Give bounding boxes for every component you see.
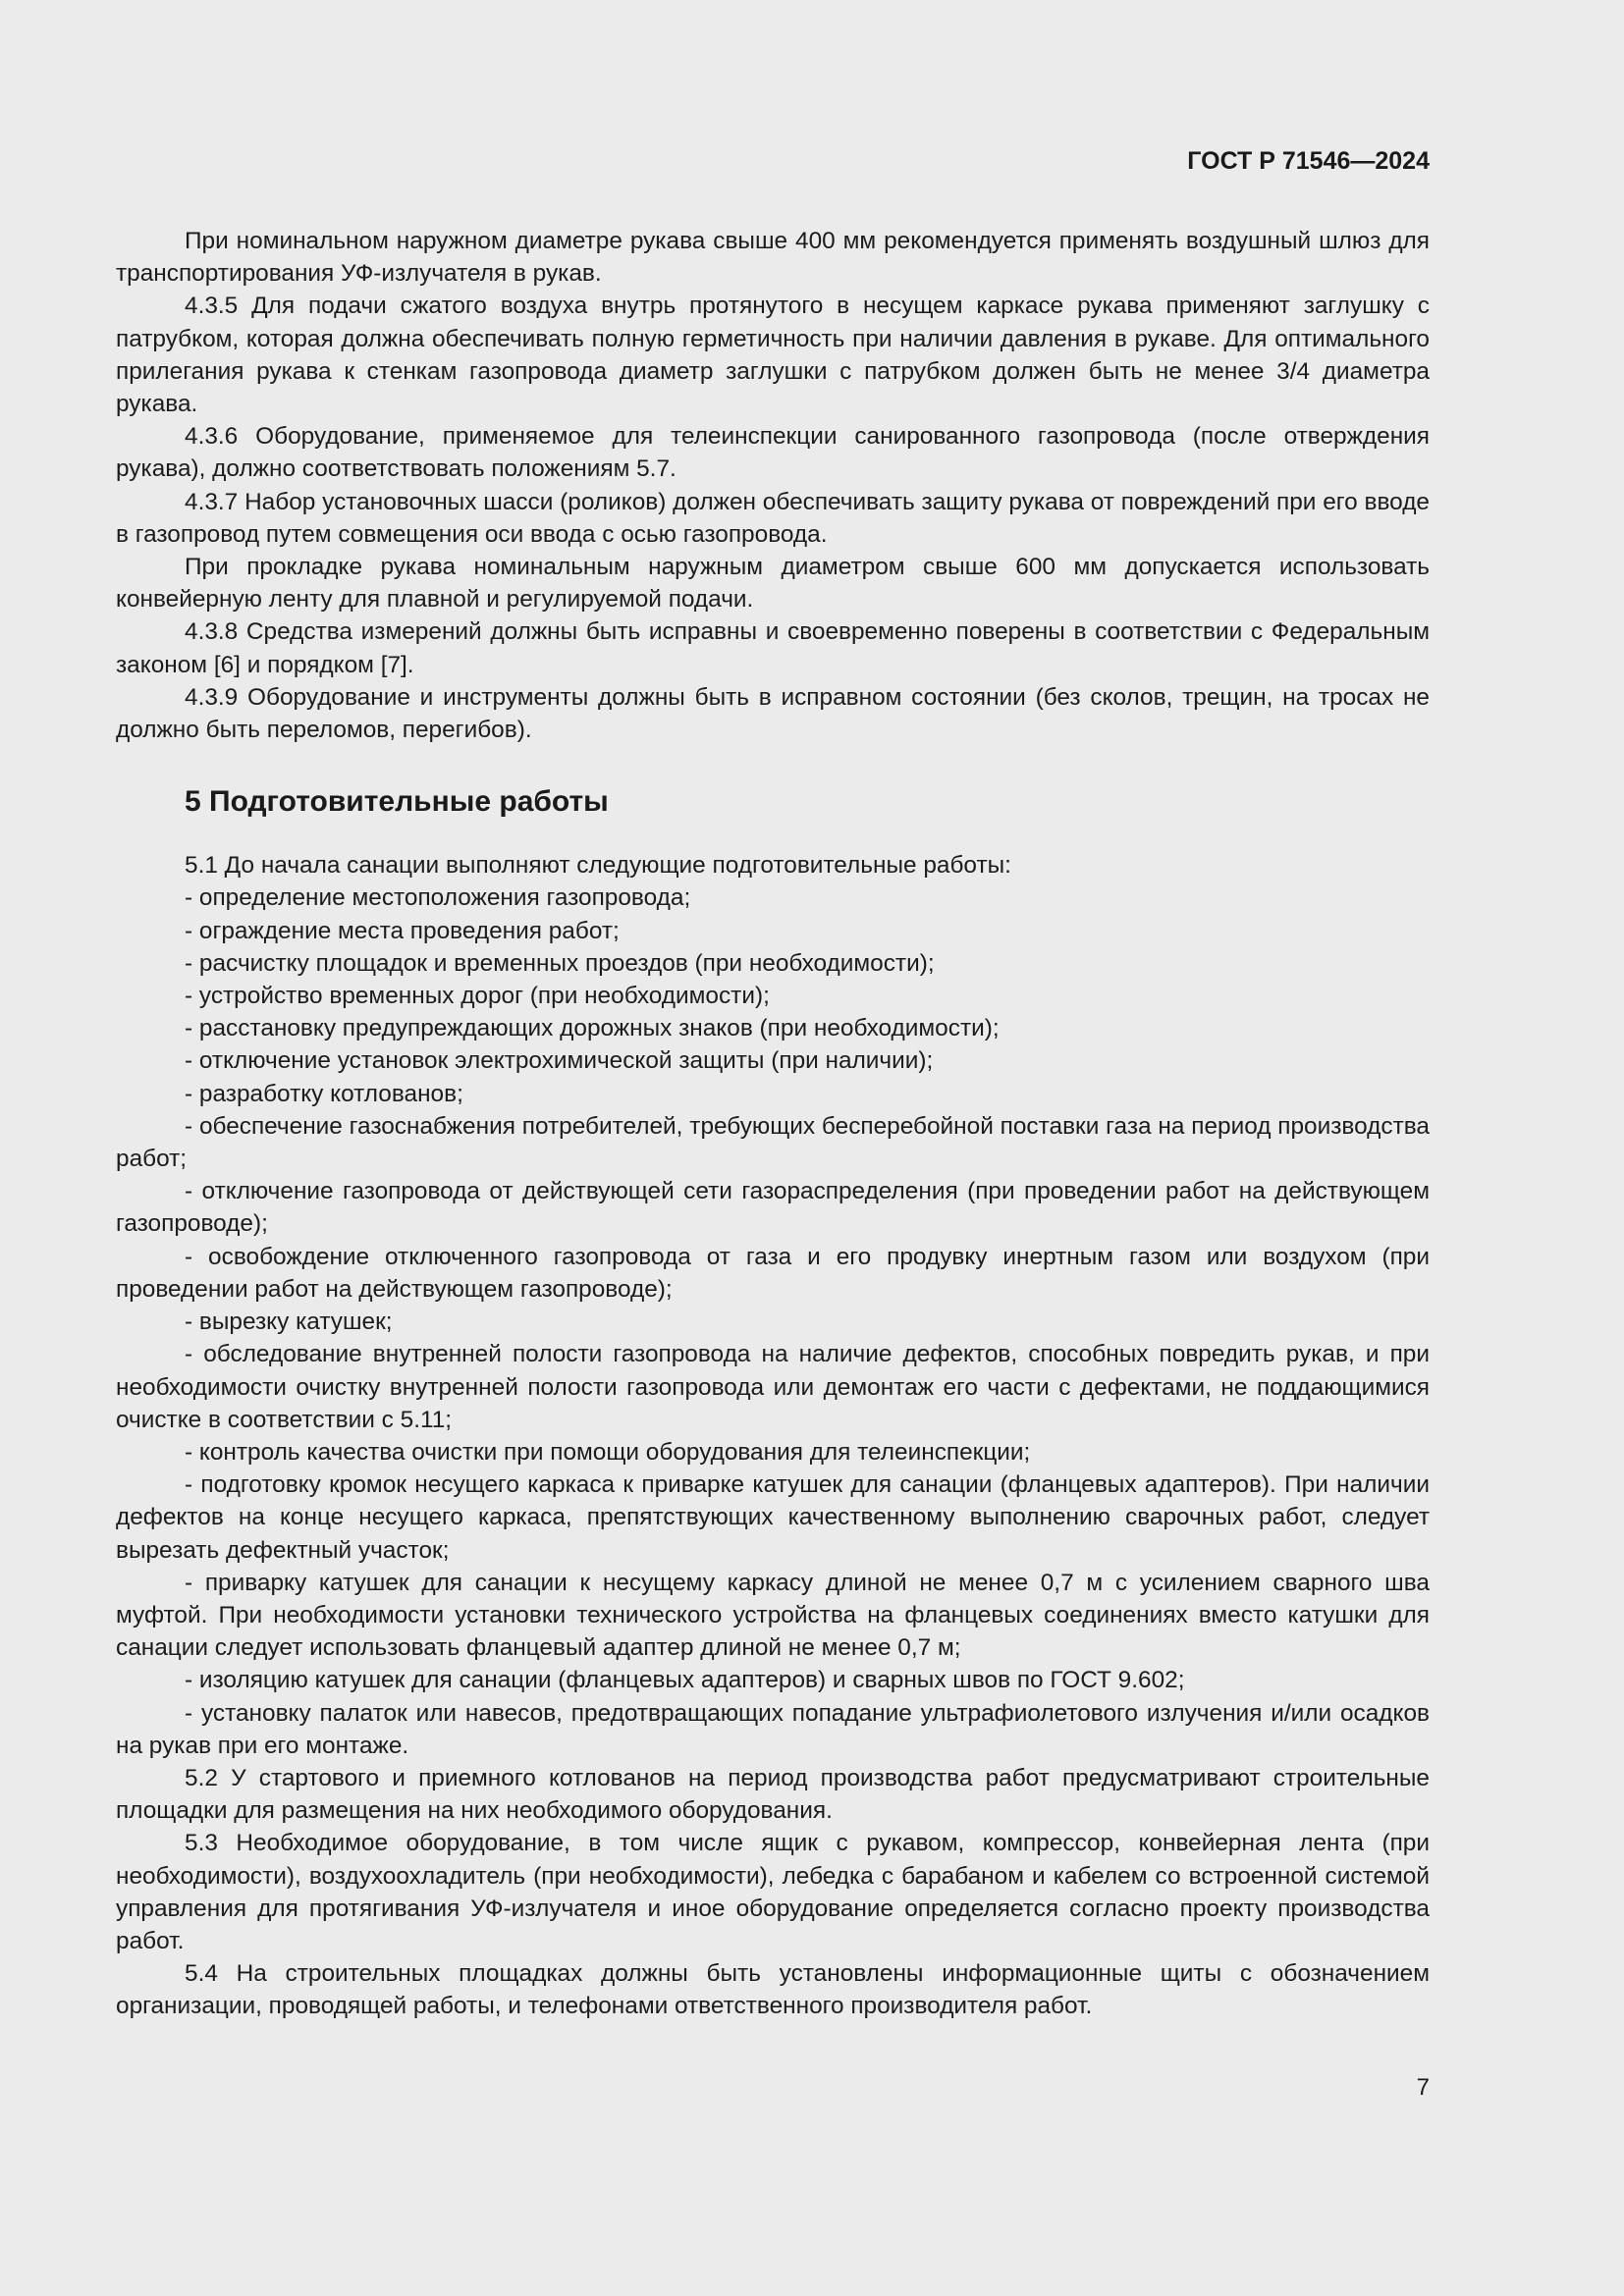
list-item: - установку палаток или навесов, предотвращающих попадание ультрафиолетового излучения и/или осадков на рукав при его монтаже. bbox=[116, 1699, 1430, 1759]
list-item: - отключение газопровода от действующей сети газораспределения (при проведении работ на действующем газопроводе); bbox=[116, 1178, 1430, 1238]
list-item: - отключение установок электрохимической защиты (при наличии); bbox=[185, 1047, 934, 1075]
paragraph: При номинальном наружном диаметре рукава свыше 400 мм рекомендуется применять воздушный шлюз для транспортирования УФ-излучателя в рукав. bbox=[116, 228, 1430, 288]
list-item: - расчистку площадок и временных проездов (при необходимости); bbox=[185, 949, 935, 977]
list-item: - обследование внутренней полости газопровода на наличие дефектов, способных повредить рукав, и при необходимости очистку внутренней полости газопровода или демонтаж его части с дефектами, не поддающимися очистке в соответствии с 5.11; bbox=[116, 1341, 1430, 1433]
list-item: - разработку котлованов; bbox=[185, 1080, 463, 1107]
list-item: - подготовку кромок несущего каркаса к приварке катушек для санации (фланцевых адаптеров). При наличии дефектов на конце несущего каркаса, препятствующих качественному выполнению сварочных работ, следует вырезать дефектный участок; bbox=[116, 1471, 1430, 1564]
paragraph: 5.4 На строительных площадках должны быть установлены информационные щиты с обозначением организации, проводящей работы, и телефонами ответственного производителя работ. bbox=[116, 1960, 1430, 2020]
paragraph: 4.3.6 Оборудование, применяемое для телеинспекции санированного газопровода (после отверждения рукава), должно соответствовать положениям 5.7. bbox=[116, 423, 1430, 483]
paragraph: 4.3.8 Средства измерений должны быть исправны и своевременно поверены в соответствии с Федеральным законом [6] и порядком [7]. bbox=[116, 618, 1430, 678]
list-item: - вырезку катушек; bbox=[185, 1308, 393, 1336]
list-item: - приварку катушек для санации к несущему каркасу длиной не менее 0,7 м с усилением сварного шва муфтой. При необходимости установки технического устройства на фланцевых соединениях вместо катушки для санации следует использовать фланцевый адаптер длиной не менее 0,7 м; bbox=[116, 1569, 1430, 1662]
paragraph: 5.1 До начала санации выполняют следующие подготовительные работы: bbox=[185, 852, 1011, 880]
paragraph: При прокладке рукава номинальным наружным диаметром свыше 600 мм допускается использовать конвейерную ленту для плавной и регулируемой подачи. bbox=[116, 554, 1430, 614]
list-item: - устройство временных дорог (при необходимости); bbox=[185, 983, 770, 1010]
list-item: - ограждение места проведения работ; bbox=[185, 917, 620, 944]
paragraph: 4.3.5 Для подачи сжатого воздуха внутрь протянутого в несущем каркасе рукава применяют заглушку с патрубком, которая должна обеспечивать полную герметичность при наличии давления в рукаве. Для оптимального прилегания рукава к стенкам газопровода диаметр заглушки с патрубком должен быть не менее 3/4 диаметра рукава. bbox=[116, 293, 1430, 418]
paragraph: 4.3.7 Набор установочных шасси (роликов) должен обеспечивать защиту рукава от повреждений при его вводе в газопровод путем совмещения оси ввода с осью газопровода. bbox=[116, 488, 1430, 548]
list-item: - определение местоположения газопровода; bbox=[185, 884, 691, 912]
page-number: 7 bbox=[1416, 2074, 1430, 2101]
document-header: ГОСТ Р 71546—2024 bbox=[1187, 147, 1430, 175]
paragraph: 5.2 У стартового и приемного котлованов на период производства работ предусматривают строительные площадки для размещения на них необходимого оборудования. bbox=[116, 1764, 1430, 1825]
paragraph: 4.3.9 Оборудование и инструменты должны быть в исправном состоянии (без сколов, трещин, на тросах не должно быть переломов, перегибов). bbox=[116, 683, 1430, 744]
paragraph: 5.3 Необходимое оборудование, в том числе ящик с рукавом, компрессор, конвейерная лента (при необходимости), воздухоохладитель (при необходимости), лебедка с барабаном и кабелем со встроенной системой управления для протягивания УФ-излучателя и иное оборудование определяется согласно проекту производства работ. bbox=[116, 1830, 1430, 1954]
list-item: - расстановку предупреждающих дорожных знаков (при необходимости); bbox=[185, 1015, 1000, 1042]
list-item: - контроль качества очистки при помощи оборудования для телеинспекции; bbox=[185, 1438, 1031, 1466]
list-item: - изоляцию катушек для санации (фланцевых адаптеров) и сварных швов по ГОСТ 9.602; bbox=[185, 1667, 1185, 1694]
section-title: 5 Подготовительные работы bbox=[185, 785, 609, 819]
list-item: - освобождение отключенного газопровода от газа и его продувку инертным газом или воздухом (при проведении работ на действующем газопроводе); bbox=[116, 1243, 1430, 1303]
list-item: - обеспечение газоснабжения потребителей, требующих бесперебойной поставки газа на период производства работ; bbox=[116, 1112, 1430, 1173]
document-body bbox=[116, 225, 1430, 2023]
